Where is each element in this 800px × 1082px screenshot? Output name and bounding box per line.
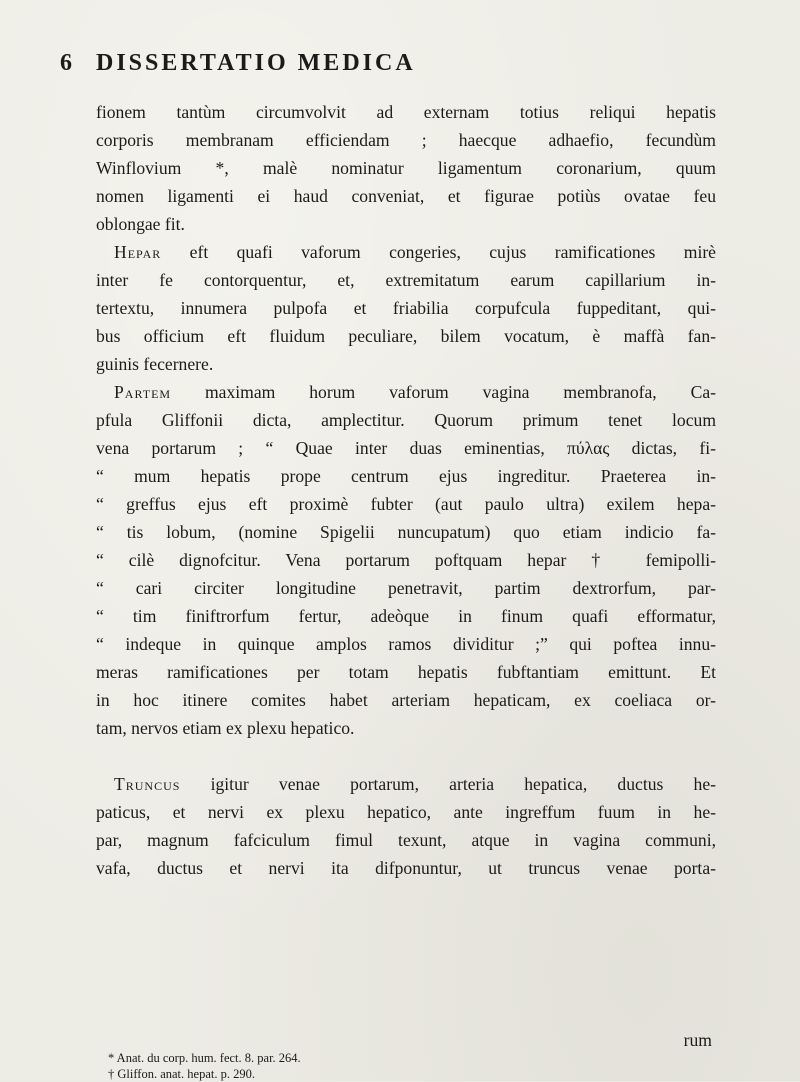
text-line: oblongae fit. xyxy=(96,214,185,234)
text-line: bus officium eft fluidum peculiare, bilem vocatum, è maffà fan- xyxy=(96,326,716,346)
text-line: meras ramificationes per totam hepatis fubftantiam emittunt. Et xyxy=(96,662,716,682)
text-line: paticus, et nervi ex plexu hepatico, ante ingreffum fuum in he- xyxy=(96,802,716,822)
text-line: tertextu, innumera pulpofa et friabilia corpufcula fuppeditant, qui- xyxy=(96,298,716,318)
text-line: in hoc itinere comites habet arteriam hepaticam, ex coeliaca or- xyxy=(96,690,716,710)
lead-word: Hepar xyxy=(114,242,162,262)
text-line: pfula Gliffonii dicta, amplectitur. Quorum primum tenet locum xyxy=(96,410,716,430)
text-line: “ indeque in quinque amplos ramos dividitur ;” qui poftea innu- xyxy=(96,634,716,654)
footnotes xyxy=(108,1050,668,1082)
text-line: “ tim finiftrorfum fertur, adeòque in finum quafi efformatur, xyxy=(96,606,716,626)
text-line: Winflovium *, malè nominatur ligamentum coronarium, quum xyxy=(96,158,716,178)
paragraph-first-line xyxy=(96,770,716,798)
text-line: “ cilè dignofcitur. Vena portarum poftquam hepar † femipolli- xyxy=(96,550,716,570)
text-line: tam, nervos etiam ex plexu hepatico. xyxy=(96,718,355,738)
paragraph-spacer xyxy=(96,742,716,770)
lead-word: Truncus xyxy=(114,774,181,794)
text-line: “ tis lobum, (nomine Spigelii nuncupatum) quo etiam indicio fa- xyxy=(96,522,716,542)
lead-word: Partem xyxy=(114,382,172,402)
text-line: par, magnum fafciculum fimul texunt, atque in vagina communi, xyxy=(96,830,716,850)
footnote: * Anat. du corp. hum. fect. 8. par. 264. xyxy=(108,1051,301,1065)
text-line: vafa, ductus et nervi ita difponuntur, ut truncus venae porta- xyxy=(96,858,716,878)
text-line: fionem tantùm circumvolvit ad externam totius reliqui hepatis xyxy=(96,102,716,122)
text-line: “ cari circiter longitudine penetravit, partim dextrorfum, par- xyxy=(96,578,716,598)
text-line: inter fe contorquentur, et, extremitatum earum capillarium in- xyxy=(96,270,716,290)
text-line: “ greffus ejus eft proximè fubter (aut paulo ultra) exilem hepa- xyxy=(96,494,716,514)
paragraph-first-line xyxy=(96,378,716,406)
running-title: DISSERTATIO MEDICA xyxy=(96,50,416,76)
page-header xyxy=(60,50,740,90)
page-number: 6 xyxy=(60,50,72,76)
paragraph-first-line xyxy=(96,238,716,266)
text-run: eft quafi vaforum congeries, cujus ramificationes mirè xyxy=(161,242,716,262)
text-line: “ mum hepatis prope centrum ejus ingreditur. Praeterea in- xyxy=(96,466,716,486)
body-text xyxy=(96,98,716,882)
text-line: corporis membranam efficiendam ; haecque adhaefio, fecundùm xyxy=(96,130,716,150)
text-line: guinis fecernere. xyxy=(96,354,214,374)
text-line: nomen ligamenti ei haud conveniat, et figurae potiùs ovatae feu xyxy=(96,186,716,206)
text-run: maximam horum vaforum vagina membranofa, Ca- xyxy=(171,382,716,402)
footnote: † Gliffon. anat. hepat. p. 290. xyxy=(108,1067,255,1081)
text-run: igitur venae portarum, arteria hepatica, ductus he- xyxy=(180,774,716,794)
text-line: vena portarum ; “ Quae inter duas eminentias, πύλας dictas, fi- xyxy=(96,438,716,458)
catchword: rum xyxy=(683,1030,712,1050)
